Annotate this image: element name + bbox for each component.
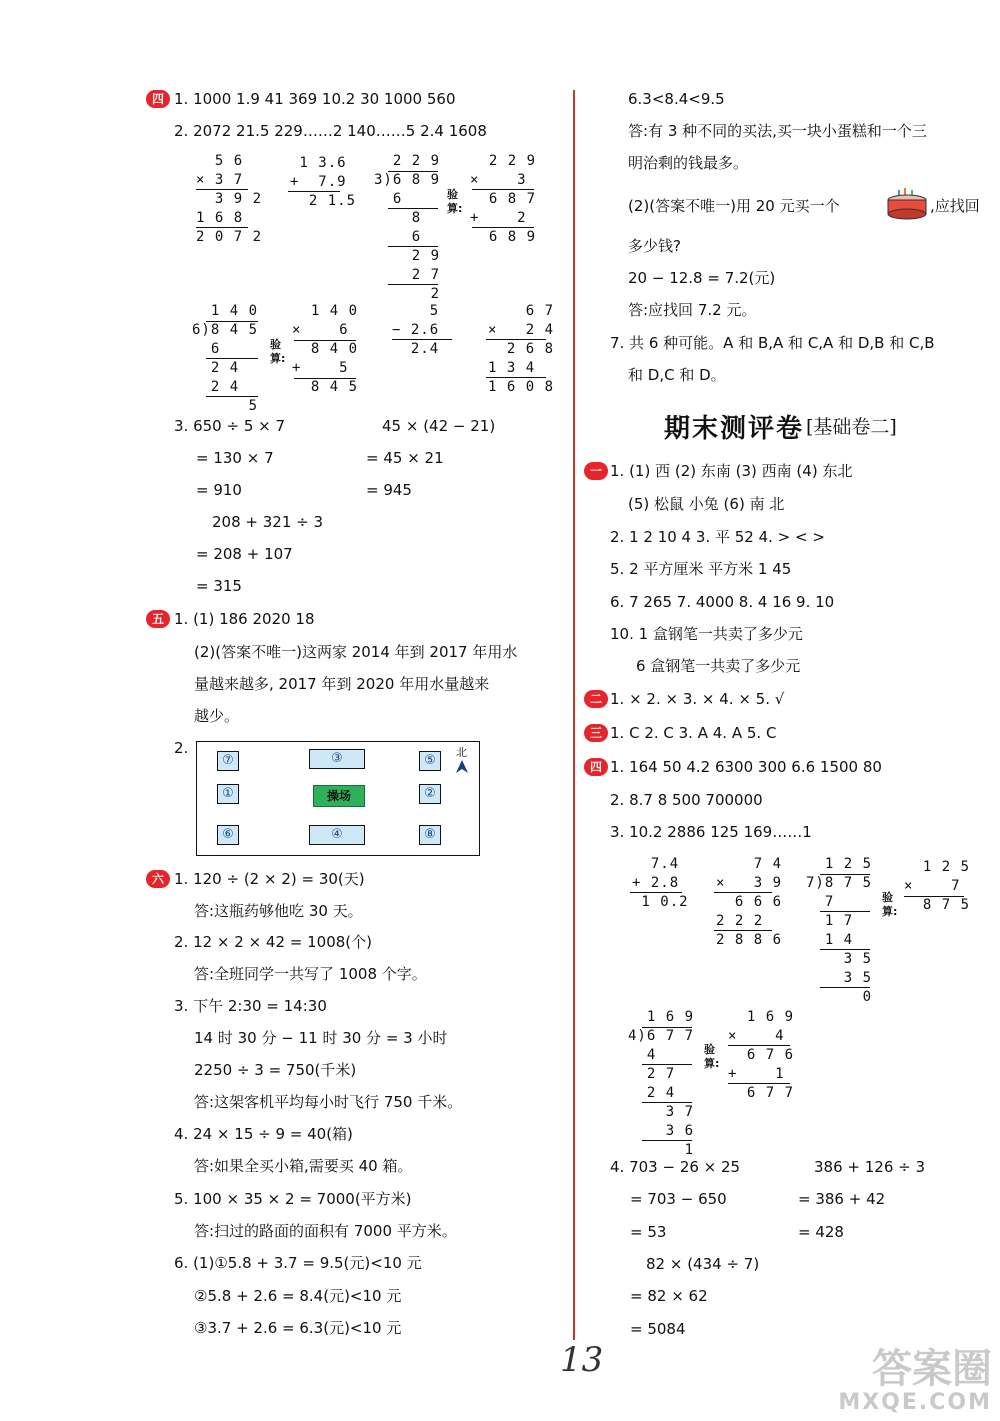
answer-line: (2)(答案不唯一)这两家 2014 年到 2017 年用水 <box>194 643 518 661</box>
vertical-calc: 7.4 + 2.8 1 0.2 <box>632 856 689 910</box>
answer-line: 1. 1000 1.9 41 369 10.2 30 1000 560 <box>174 90 456 108</box>
vertical-calc: 5 6 × 3 7 3 9 2 1 6 8 2 0 7 2 <box>196 153 263 245</box>
vertical-calc: 1 2 5 × 7 8 7 5 <box>904 859 971 913</box>
answer-line: 答:应找回 7.2 元。 <box>628 301 757 319</box>
calc-line <box>642 1140 692 1141</box>
map-cell-6: ⑥ <box>217 825 239 845</box>
calc-line <box>728 1045 790 1046</box>
answer-line: 答:这瓶药够他吃 30 天。 <box>194 902 363 920</box>
calc-line <box>388 208 438 209</box>
answer-line: = 208 + 107 <box>196 545 293 563</box>
map-cell-3: ③ <box>309 749 365 769</box>
answer-line: = 910 <box>196 481 242 499</box>
vertical-calc: 7 4 × 3 9 6 6 6 2 2 2 2 8 8 6 <box>716 856 783 948</box>
answer-line: 3. 10.2 2886 125 169……1 <box>610 823 812 841</box>
section-badge-two: 二 <box>584 690 608 708</box>
answer-line: 量越来越多, 2017 年到 2020 年用水量越来 <box>194 675 490 693</box>
vertical-calc: 5 − 2.6 2.4 <box>392 303 440 357</box>
calc-line <box>714 930 772 931</box>
calc-line <box>388 246 438 247</box>
answer-line: 1. (1) 186 2020 18 <box>174 610 315 628</box>
answer-line: 3. 下午 2:30 = 14:30 <box>174 997 327 1015</box>
calc-line <box>714 892 772 893</box>
answer-line: 4. 703 − 26 × 25 <box>610 1158 741 1176</box>
answer-line: 3. 650 ÷ 5 × 7 <box>174 417 286 435</box>
answer-line: 多少钱? <box>628 237 681 255</box>
long-division: 1 2 5 7)8 7 5 7 1 7 1 4 3 5 3 5 0 <box>806 856 873 1005</box>
answer-line: ,应找回 <box>930 197 980 215</box>
answer-line: = 386 + 42 <box>798 1190 886 1208</box>
calc-line <box>206 358 258 359</box>
answer-line: 10. 1 盒钢笔一共卖了多少元 <box>610 625 803 643</box>
answer-line: 1. 120 ÷ (2 × 2) = 30(天) <box>174 870 365 888</box>
answer-line: (2)(答案不唯一)用 20 元买一个 <box>628 197 840 215</box>
answer-line: (5) 松鼠 小兔 (6) 南 北 <box>628 495 785 513</box>
answer-line: 6. 7 265 7. 4000 8. 4 16 9. 10 <box>610 593 835 611</box>
calc-line <box>486 339 546 340</box>
answer-line: = 703 − 650 <box>630 1190 727 1208</box>
vertical-calc: 1 6 9 × 4 6 7 6 + 1 6 7 7 <box>728 1009 795 1101</box>
answer-line: 2250 ÷ 3 = 750(千米) <box>194 1061 357 1079</box>
watermark <box>838 1347 992 1415</box>
answer-line: 1. C 2. C 3. A 4. A 5. C <box>610 724 777 742</box>
calc-line <box>486 377 546 378</box>
section-badge-four-right: 四 <box>584 758 608 776</box>
section-badge-four: 四 <box>146 90 170 108</box>
calc-line <box>820 949 870 950</box>
check-label: 验 算: <box>270 338 286 365</box>
map-cell-4: ④ <box>309 825 365 845</box>
section-title: 期末测评卷 <box>664 414 805 444</box>
answer-line: = 53 <box>630 1223 667 1241</box>
answer-line: 4. 24 × 15 ÷ 9 = 40(箱) <box>174 1125 353 1143</box>
answer-line: 1. × 2. × 3. × 4. × 5. √ <box>610 690 785 708</box>
section-subtitle: [基础卷二] <box>806 416 897 438</box>
calc-line <box>642 1064 692 1065</box>
section-badge-three: 三 <box>584 724 608 742</box>
calc-line <box>472 227 534 228</box>
answer-line: = 82 × 62 <box>630 1287 708 1305</box>
section-badge-one: 一 <box>584 462 608 480</box>
calc-line <box>196 189 248 190</box>
answer-line: 6 盒钢笔一共卖了多少元 <box>636 657 801 675</box>
answer-line: 2. 8.7 8 500 700000 <box>610 791 763 809</box>
calc-line <box>388 284 438 285</box>
calc-line <box>294 378 356 379</box>
long-division: 1 4 0 6)8 4 5 6 2 4 2 4 5 <box>192 303 259 414</box>
section-badge-six: 六 <box>146 870 170 888</box>
answer-line: 5. 100 × 35 × 2 = 7000(平方米) <box>174 1190 412 1208</box>
check-label: 验 算: <box>882 891 898 918</box>
answer-line: = 428 <box>798 1223 844 1241</box>
answer-line: 2. 2072 21.5 229……2 140……5 2.4 1608 <box>174 122 487 140</box>
playground-map <box>196 741 480 856</box>
calc-line <box>642 1102 692 1103</box>
answer-line: = 45 × 21 <box>366 449 444 467</box>
vertical-calc: 6 7 × 2 4 2 6 8 1 3 4 1 6 0 8 <box>488 303 555 395</box>
answer-line: 明治剩的钱最多。 <box>628 154 749 172</box>
answer-line: 208 + 321 ÷ 3 <box>212 513 324 531</box>
answer-line: 20 − 12.8 = 7.2(元) <box>628 269 776 287</box>
calc-line <box>630 892 682 893</box>
watermark-logo: 答案圈 <box>872 1346 992 1392</box>
answer-line: = 130 × 7 <box>196 449 274 467</box>
answer-line: 82 × (434 ÷ 7) <box>646 1255 760 1273</box>
answer-line: = 945 <box>366 481 412 499</box>
check-label: 验 算: <box>704 1043 720 1070</box>
check-label: 验 算: <box>447 188 463 215</box>
answer-line: 1. (1) 西 (2) 东南 (3) 西南 (4) 东北 <box>610 462 853 480</box>
calc-line <box>206 396 258 397</box>
answer-line: ③3.7 + 2.6 = 6.3(元)<10 元 <box>194 1319 402 1337</box>
answer-line: 越少。 <box>194 707 240 725</box>
north-label: 北 <box>456 746 467 759</box>
watermark-url: MXQE.COM <box>838 1390 992 1415</box>
answer-line: 6. (1)①5.8 + 3.7 = 9.5(元)<10 元 <box>174 1254 422 1272</box>
answer-line: = 5084 <box>630 1320 686 1338</box>
calc-line <box>728 1083 790 1084</box>
calc-line <box>206 321 258 322</box>
answer-line: 答:如果全买小箱,需要买 40 箱。 <box>194 1157 413 1175</box>
answer-line: 6.3<8.4<9.5 <box>628 90 725 108</box>
question-number: 2. <box>174 739 189 757</box>
vertical-calc: 2 2 9 × 3 6 8 7 + 2 6 8 9 <box>470 153 537 245</box>
vertical-calc: 1 4 0 × 6 8 4 0 + 5 8 4 5 <box>292 303 359 395</box>
answer-line: 答:这架客机平均每小时飞行 750 千米。 <box>194 1093 463 1111</box>
cake-icon <box>884 186 930 222</box>
calc-line <box>472 189 534 190</box>
calc-line <box>642 1027 692 1028</box>
page-number: 13 <box>560 1340 604 1380</box>
calc-line <box>820 874 870 875</box>
answer-line: 2. 1 2 10 4 3. 平 52 4. > < > <box>610 528 825 546</box>
long-division: 1 6 9 4)6 7 7 4 2 7 2 4 3 7 3 6 1 <box>628 1009 695 1158</box>
long-division: 2 2 9 3)6 8 9 6 8 6 2 9 2 7 2 <box>374 153 441 302</box>
vertical-calc: 1 3.6 + 7.9 2 1.5 <box>290 155 357 209</box>
section-badge-five: 五 <box>146 610 170 628</box>
answer-line: 5. 2 平方厘米 平方米 1 45 <box>610 560 792 578</box>
calc-line <box>288 191 340 192</box>
answer-line: = 315 <box>196 577 242 595</box>
calc-line <box>820 911 870 912</box>
calc-line <box>904 896 964 897</box>
map-cell-7: ⑦ <box>217 751 239 771</box>
answer-line: 7. 共 6 种可能。A 和 B,A 和 C,A 和 D,B 和 C,B <box>610 334 935 352</box>
map-cell-1: ① <box>217 784 239 804</box>
map-cell-8: ⑧ <box>419 825 441 845</box>
column-divider <box>573 90 575 1340</box>
calc-line <box>294 340 356 341</box>
map-cell-2: ② <box>419 784 441 804</box>
answer-line: 45 × (42 − 21) <box>382 417 496 435</box>
answer-line: 386 + 126 ÷ 3 <box>814 1158 926 1176</box>
calc-line <box>392 339 452 340</box>
map-playground: 操场 <box>313 785 365 807</box>
answer-line: 1. 164 50 4.2 6300 300 6.6 1500 80 <box>610 758 882 776</box>
calc-line <box>820 987 870 988</box>
answer-line: 14 时 30 分 − 11 时 30 分 = 3 小时 <box>194 1029 448 1047</box>
answer-line: 答:扫过的路面的面积有 7000 平方米。 <box>194 1222 457 1240</box>
calc-line <box>196 227 248 228</box>
north-arrow-icon <box>455 760 469 774</box>
map-cell-5: ⑤ <box>419 751 441 771</box>
answer-line: 和 D,C 和 D。 <box>628 366 726 384</box>
calc-line <box>388 171 438 172</box>
answer-line: ②5.8 + 2.6 = 8.4(元)<10 元 <box>194 1287 402 1305</box>
answer-line: 答:全班同学一共写了 1008 个字。 <box>194 965 427 983</box>
answer-line: 答:有 3 种不同的买法,买一块小蛋糕和一个三 <box>628 122 927 140</box>
answer-line: 2. 12 × 2 × 42 = 1008(个) <box>174 933 372 951</box>
